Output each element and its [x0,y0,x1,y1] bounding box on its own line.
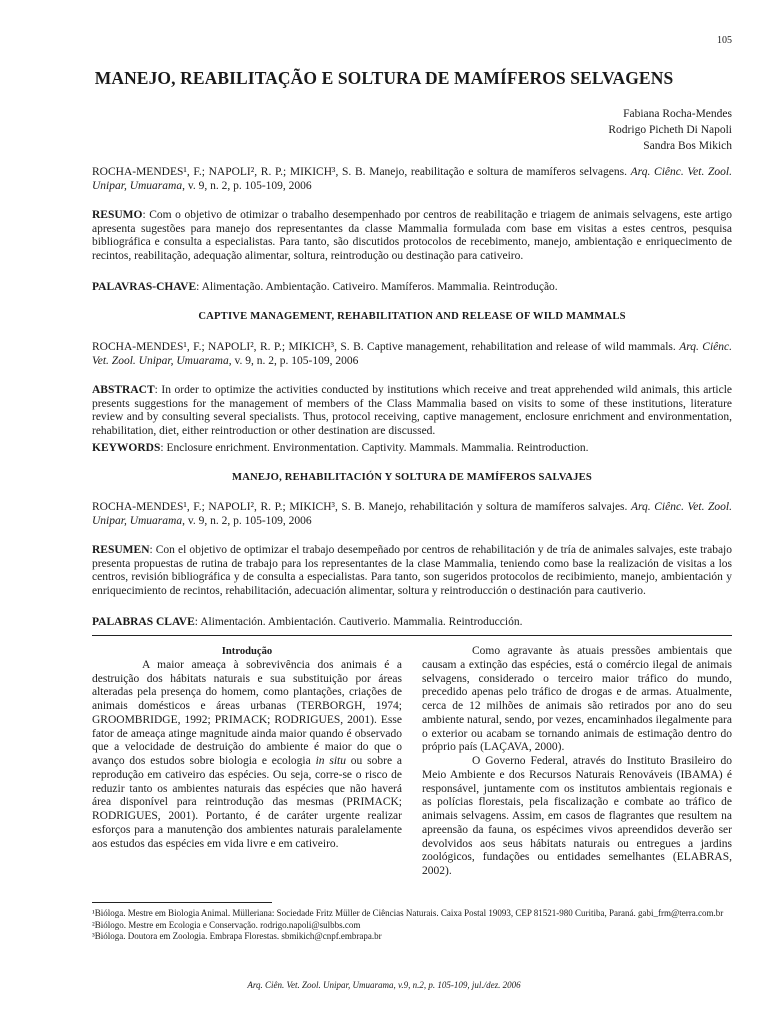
author: Fabiana Rocha-Mendes [623,108,732,120]
resumo: RESUMO: Com o objetivo de otimizar o trabalho desempenhado por centros de reabilitação e triagem de animais selvagens, este artigo apresenta sugestões para manejo dos representantes da classe Mammalia formulada com base em visitas a estes centros, pesquisa bibliográfica e consulta a especialistas. Para tanto, são discutidos protocolos de recebimento, manejo, ambientação e enriquecimento de recintos, reabilitação, adequação alimentar, soltura, reintrodução ou destinação para cativeiro. [92,209,732,262]
keywords: KEYWORDS: Enclosure enrichment. Environmentation. Captivity. Mammals. Mammalia. Reintroduction. [92,442,589,454]
footnote: ¹Bióloga. Mestre em Biologia Animal. Mülleriana: Sociedade Fritz Müller de Ciências Naturais. Caixa Postal 19093, CEP 81521-980 Curitiba, Paraná. gabi_frm@terra.com.br [92,908,724,918]
footnote-divider [92,902,272,903]
palavras-chave-label: PALAVRAS-CHAVE [92,281,197,293]
footnotes [92,908,732,943]
english-title: CAPTIVE MANAGEMENT, REHABILITATION AND RELEASE OF WILD MAMMALS [198,311,626,322]
resumen: RESUMEN: Con el objetivo de optimizar el trabajo desempeñado por centros de rehabilitación y de tría de animales salvajes, este trabajo presenta propuestas de rutina de trabajo para los representantes de la clase Mammalia, teniendo como base la realización de visitas a los centros, revisión bibliográfica y de consulta a especialistas. Para tanto, son sugeridos protocolos de recibimiento, manejo, ambientación y enriquecimiento de recintos, rehabilitación, adecuación alimentar, soltura y reintroducción o destinación para cautiverio. [92,544,732,597]
author-list [608,106,732,154]
citation-es: ROCHA-MENDES¹, F.; NAPOLI², R. P.; MIKICH³, S. B. Manejo, rehabilitación y soltura de mamíferos salvajes. Arq. Ciênc. Vet. Zool. Unipar, Umuarama, v. 9, n. 2, p. 105-109, 2006 [92,501,732,527]
author: Rodrigo Picheth Di Napoli [608,124,732,136]
body-column-right [422,645,732,879]
page-number: 105 [717,35,732,46]
spanish-title: MANEJO, REHABILITACIÓN Y SOLTURA DE MAMÍFEROS SALVAJES [232,472,592,483]
body-column-left [92,645,402,851]
author: Sandra Bos Mikich [643,140,732,152]
section-heading-introducao: Introdução [221,646,273,657]
abstract: ABSTRACT: In order to optimize the activities conducted by institutions which receive and treat apprehended wild animals, this article presents suggestions for the management of members of the Class Mammalia based on visits to some of these institutions, literature review and by consulting several specialists. Thus, protocol receiving, captive management, enclosure enrichment and environmentation, rehabilitation, diet, either reintroduction or other destination are discussed. [92,384,732,437]
footnote: ²Biólogo. Mestre em Ecologia e Conservação. rodrigo.napoli@sulbbs.com [92,919,361,930]
resumo-label: RESUMO [92,209,143,221]
paragraph: Como agravante às atuais pressões ambientais que causam a extinção das espécies, está o comércio ilegal de animais selvagens, considerado o terceiro maior tráfico do mundo, precedido apenas pelo tráfico de drogas e de armas. Atualmente, cerca de 12 milhões de animais são retirados por ano do seu ambiente natural, sendo, por vezes, encaminhados ilegalmente para o exterior ou acabam se tornando animais de estimação dentro do próprio país (LAÇAVA, 2000). [422,645,732,754]
keywords-label: KEYWORDS [92,442,161,454]
palavras-chave: PALAVRAS-CHAVE: Alimentação. Ambientação. Cativeiro. Mamíferos. Mammalia. Reintrodução. [92,281,558,293]
palabras-clave-label: PALABRAS CLAVE [92,616,195,628]
abstract-label: ABSTRACT [92,384,155,396]
journal-footer: Arq. Ciên. Vet. Zool. Unipar, Umuarama, v.9, n.2, p. 105-109, jul./dez. 2006 [247,980,521,990]
citation-en: ROCHA-MENDES¹, F.; NAPOLI², R. P.; MIKICH³, S. B. Captive management, rehabilitation and release of wild mammals. Arq. Ciênc. Vet. Zool. Unipar, Umuarama, v. 9, n. 2, p. 105-109, 2006 [92,341,732,367]
resumen-label: RESUMEN [92,544,150,556]
paragraph: O Governo Federal, através do Instituto Brasileiro do Meio Ambiente e dos Recursos Naturais Renováveis (IBAMA) é responsável, juntamente com os institutos ambientais regionais e as polícias florestais, pela fiscalização e combate ao tráfico de animais selvagens. Assim, em casos de flagrantes que resultem na apreensão da fauna, os espécimes vivos apreendidos deverão ser devolvidos aos seus hábitats naturais ou entregues a jardins zoológicos, fundações ou entidades semelhantes (ELABRAS, 2002). [422,755,732,877]
section-divider [92,635,732,636]
palabras-clave: PALABRAS CLAVE: Alimentación. Ambientación. Cautiverio. Mammalia. Reintroducción. [92,616,523,628]
paragraph: A maior ameaça à sobrevivência dos animais é a destruição dos hábitats naturais e sua substituição por áreas alteradas pela presença do homem, como plantações, criações de animais domésticos e áreas urbanas (TERBORGH, 1974; GROOMBRIDGE, 1992; PRIMACK; RODRIGUES, 2001). Esse fator de ameaça atinge magnitude ainda maior quando é observado que a velocidade de destruição do ambiente é maior do que o avanço dos estudos sobre biologia e ecologia in situ ou sobre a reprodução em cativeiro das espécies. Ou seja, corre-se o risco de reduzir tanto os ambientes naturais das espécies que não haverá área disponível para reintrodução das mesmas (PRIMACK; RODRIGUES, 2001). Portanto, é de caráter urgente realizar esforços para a manutenção dos ambientes naturais paralelamente aos estudos das espécies em vida livre e em cativeiro. [92,658,402,850]
article-title: MANEJO, REABILITAÇÃO E SOLTURA DE MAMÍFEROS SELVAGENS [94,68,674,88]
citation-pt: ROCHA-MENDES¹, F.; NAPOLI², R. P.; MIKICH³, S. B. Manejo, reabilitação e soltura de mamíferos selvagens. Arq. Ciênc. Vet. Zool. Unipar, Umuarama, v. 9, n. 2, p. 105-109, 2006 [92,166,732,192]
footnote: ³Bióloga. Doutora em Zoologia. Embrapa Florestas. sbmikich@cnpf.embrapa.br [92,931,382,941]
